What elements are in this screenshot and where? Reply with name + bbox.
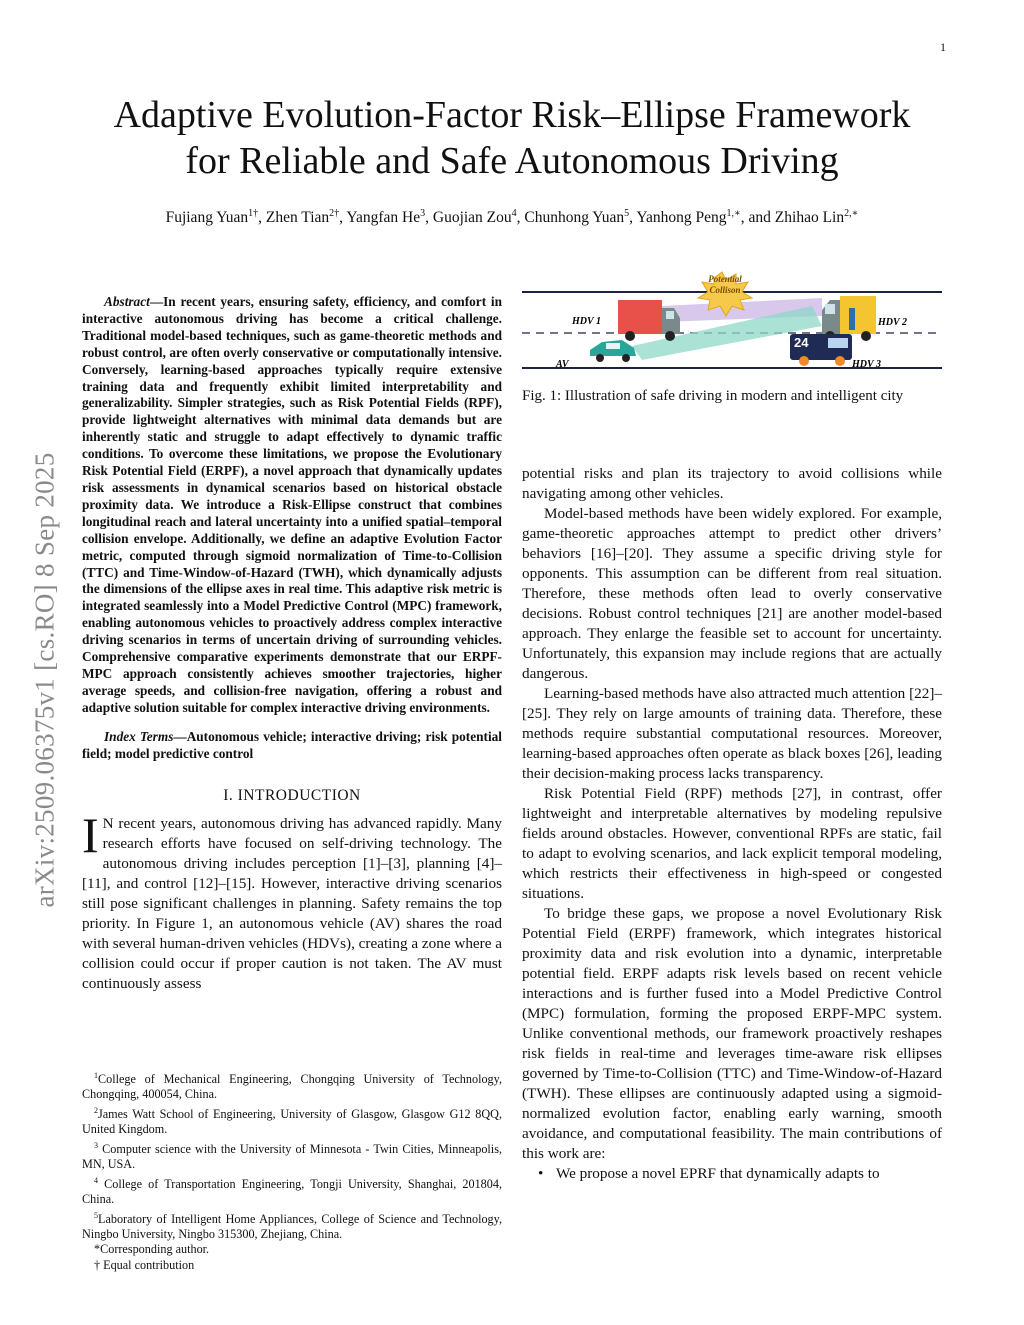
body-paragraph: Learning-based methods have also attracted much attention [22]–[25]. They rely on large amounts of training data. Therefore, these methods require substantial computational resources. Moreover, learning-based approaches often operate as black boxes [26], leading their decision-making process lacks transparency. [522, 685, 942, 782]
footnote: $^3$ Computer science with the University of Minnesota - Twin Cities, Minneapolis, MN, USA. [82, 1140, 502, 1172]
abstract [82, 294, 502, 717]
footnote: $^2$James Watt School of Engineering, University of Glasgow, Glasgow G12 8QQ, United Kingdom. [82, 1105, 502, 1137]
author: Fujiang Yuan$^{1\dagger}$, [165, 208, 266, 227]
figure-caption: Fig. 1: Illustration of safe driving in modern and intelligent city [522, 388, 904, 404]
author: and Zhihao Lin$^{2,∗}$ [748, 208, 859, 227]
collision-label: Collison [709, 285, 741, 295]
footnote: *Corresponding author. [94, 1242, 210, 1257]
arxiv-id: arXiv:2509.06375v1 [cs.RO] 8 Sep 2025 [29, 452, 60, 908]
index-terms [82, 729, 502, 763]
title-line-2: for Reliable and Safe Autonomous Driving [185, 140, 839, 182]
index-terms-label: Index Terms [104, 728, 174, 744]
hdv3-bus [790, 334, 852, 366]
footnote: † Equal contribution [94, 1257, 195, 1272]
figure-1 [522, 270, 942, 370]
road-illustration [522, 270, 942, 370]
arxiv-stamp [18, 380, 72, 980]
paper-title [0, 92, 1024, 184]
index-terms-text: —Autonomous vehicle; interactive driving; risk potential field; model predictive control [82, 728, 502, 761]
bus-number: 24 [794, 335, 809, 350]
body-paragraph: Model-based methods have been widely explored. For example, game-theoretic approaches attempt to predict other drivers’ behaviors [16]–[20]. They assume a specific driving style for opponents. This assumption can be different from real situation. Therefore, these methods often lead to overly conservative decisions. Robust control techniques [21] are another model-based approach. They enlarge the feasible set to account for uncertainty. Unfortunately, this expansion may include regions that are actually dangerous. [522, 505, 942, 682]
footnote: $^5$Laboratory of Intelligent Home Appliances, College of Science and Technology, Ningbo University, Ningbo 315300, Zhejiang, China. [82, 1210, 502, 1241]
abstract-text: —In recent years, ensuring safety, efficiency, and comfort in interactive autonomous driving has become a critical challenge. Traditional model-based techniques, such as game-theoretic methods and robust control, are often overly conservative or computationally intensive. Conversely, learning-based approaches typically require extensive training data and frequently exhibit limited interpretability and generalizability. Simpler strategies, such as Risk Potential Fields (RPF), provide lightweight alternatives with minimal data demands but are inherently static and struggle to adapt effectively to dynamic traffic conditions. To overcome these limitations, we propose the Evolutionary Risk Potential Field (ERPF), a novel approach that dynamically updates risk assessments in dynamical scenarios based on historical obstacle proximity data. We introduce a Risk-Ellipse construct that combines longitudinal reach and lateral uncertainty into a unified spatial–temporal collision envelope. Additionally, we define an adaptive Evolution Factor metric, computed through sigmoid normalization of Time-to-Collision (TTC) and Time-Window-of-Hazard (TWH), which dynamically adjusts the dimensions of the ellipse axes in real time. This adaptive risk metric is integrated seamlessly into a Model Predictive Control (MPC) framework, enabling autonomous vehicles to proactively address complex interactive driving scenarios in terms of uncertain driving of surrounding vehicles. Comprehensive comparative experiments demonstrate that our ERPF-MPC approach consistently achieves smoother trajectories, higher average speeds, and collision-free navigation, offering a robust and adaptive solution suitable for complex interactive driving environments. [82, 294, 502, 715]
bullet-marker: • [538, 1165, 544, 1182]
bullet-text: We propose a novel EPRF that dynamically adapts to [556, 1165, 880, 1182]
intro-paragraph [82, 807, 503, 994]
author: Yangfan He$^3$, [346, 208, 433, 227]
hdv1-label: HDV 1 [572, 316, 601, 327]
footnotes [82, 1068, 502, 1273]
drop-cap: I [82, 807, 99, 864]
left-column [82, 294, 502, 994]
right-column [522, 270, 942, 1184]
author: Chunhong Yuan$^5$, [524, 208, 637, 227]
abstract-label: Abstract [104, 294, 150, 309]
potential-label: Potential [708, 274, 742, 284]
section-heading: I. INTRODUCTION [223, 787, 361, 805]
author: Zhen Tian$^{2\dagger}$, [265, 208, 347, 227]
body-paragraph: potential risks and plan its trajectory to avoid collisions while navigating among other vehicles. [522, 465, 942, 502]
footnote: $^1$College of Mechanical Engineering, Chongqing University of Technology, Chongqing, 400054, China. [82, 1071, 502, 1102]
hdv2-label: HDV 2 [878, 317, 907, 328]
intro-text: N recent years, autonomous driving has advanced rapidly. Many research efforts have focused on self-driving technology. The autonomous driving includes perception [1]–[3], planning [4]–[11], and control [12]–[15]. However, interactive driving scenarios still pose significant challenges in planning. Safety remains the top priority. In Figure 1, an autonomous vehicle (AV) shares the road with several human-driven vehicles (HDVs), creating a zone where a collision could occur if proper caution is not taken. The AV must continuously assess [82, 815, 503, 993]
title-line-1: Adaptive Evolution-Factor Risk–Ellipse Framework [113, 94, 911, 136]
av-car [590, 340, 636, 362]
body-paragraph: To bridge these gaps, we propose a novel Evolutionary Risk Potential Field (ERPF) framework, which integrates historical proximity data and risk evolution into a dynamic, interpretable potential field. ERPF adapts risk levels based on recent vehicle interactions and is further fused into a Model Predictive Control (MPC) formulation, forming the proposed ERPF-MPC system. Unlike conventional methods, our framework proactively reshapes risk fields in real-time and leverages time-aware risk ellipses governed by Time-to-Collision (TTC) and Time-Window-of-Hazard (TWH). These ellipses are continuously adapted using a sigmoid-normalized evolution factor, enabling early warning, smooth avoidance, and computational feasibility. The main contributions of this work are: [522, 905, 942, 1162]
footnote: $^4$ College of Transportation Engineering, Tongji University, Shanghai, 201804, China. [82, 1175, 502, 1207]
author: Yanhong Peng$^{1,∗}$, [636, 208, 749, 227]
author: Guojian Zou$^4$, [432, 208, 525, 227]
hdv3-label: HDV 3 [852, 359, 881, 370]
contribution-bullet [538, 1164, 942, 1184]
page-number: 1 [940, 40, 946, 54]
author-list [40, 208, 984, 227]
av-label: AV [556, 359, 569, 370]
body-paragraph: Risk Potential Field (RPF) methods [27], in contrast, offer lightweight and interpretable alternatives by modeling repulsive fields around obstacles. However, conventional RPFs are static, fail to adapt to evolving scenarios, and lack explicit temporal modeling, which restricts their effectiveness in high-speed or congested situations. [522, 785, 942, 902]
